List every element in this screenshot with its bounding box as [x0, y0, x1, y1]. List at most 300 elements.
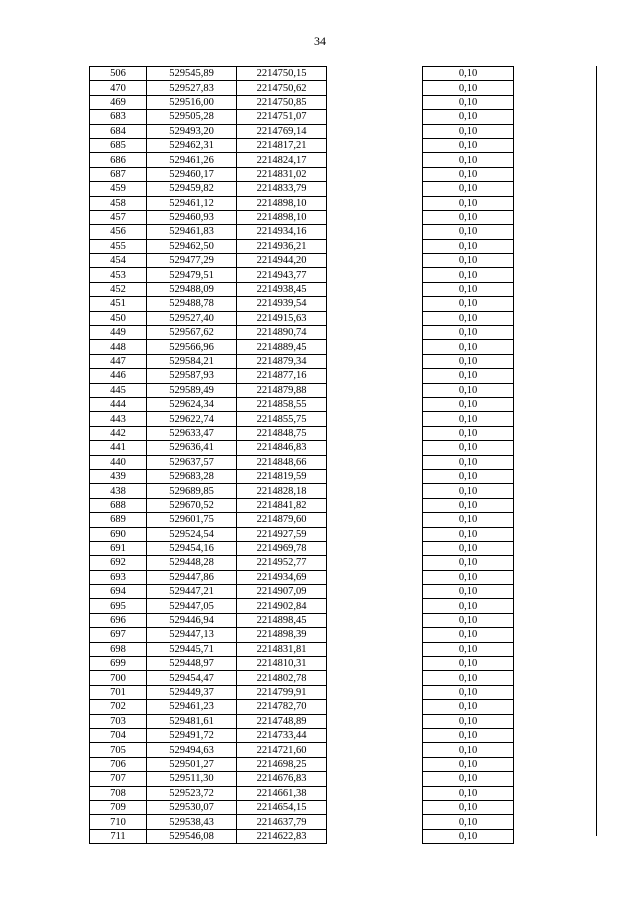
- y-coordinate-cell: 2214934,69: [237, 570, 327, 584]
- point-number-cell: 690: [90, 527, 147, 541]
- empty-cell: [327, 196, 423, 210]
- point-number-cell: 458: [90, 196, 147, 210]
- blank-cell: [514, 268, 592, 282]
- table-row: [90, 326, 592, 340]
- y-coordinate-cell: 2214733,44: [237, 728, 327, 742]
- empty-cell: [327, 340, 423, 354]
- empty-cell: [327, 110, 423, 124]
- point-number-cell: 456: [90, 225, 147, 239]
- point-number-cell: 692: [90, 556, 147, 570]
- point-number-cell: 453: [90, 268, 147, 282]
- accuracy-cell: 0,10: [423, 254, 514, 268]
- table-row: [90, 484, 592, 498]
- blank-cell: [514, 585, 592, 599]
- accuracy-cell: 0,10: [423, 613, 514, 627]
- accuracy-cell: 0,10: [423, 210, 514, 224]
- y-coordinate-cell: 2214802,78: [237, 671, 327, 685]
- table-row: [90, 239, 592, 253]
- y-coordinate-cell: 2214661,38: [237, 786, 327, 800]
- accuracy-cell: 0,10: [423, 311, 514, 325]
- accuracy-cell: 0,10: [423, 340, 514, 354]
- x-coordinate-cell: 529447,13: [147, 628, 237, 642]
- table-row: [90, 441, 592, 455]
- table-row: [90, 225, 592, 239]
- table-row: [90, 354, 592, 368]
- table-row: [90, 210, 592, 224]
- y-coordinate-cell: 2214907,09: [237, 585, 327, 599]
- accuracy-cell: 0,10: [423, 714, 514, 728]
- point-number-cell: 693: [90, 570, 147, 584]
- x-coordinate-cell: 529683,28: [147, 469, 237, 483]
- blank-cell: [514, 282, 592, 296]
- accuracy-cell: 0,10: [423, 757, 514, 771]
- accuracy-cell: 0,10: [423, 282, 514, 296]
- y-coordinate-cell: 2214841,82: [237, 498, 327, 512]
- point-number-cell: 443: [90, 412, 147, 426]
- table-row: [90, 426, 592, 440]
- table-row: [90, 757, 592, 771]
- x-coordinate-cell: 529538,43: [147, 815, 237, 829]
- table-row: [90, 254, 592, 268]
- x-coordinate-cell: 529601,75: [147, 513, 237, 527]
- table-row: [90, 412, 592, 426]
- blank-cell: [514, 297, 592, 311]
- y-coordinate-cell: 2214943,77: [237, 268, 327, 282]
- blank-cell: [514, 354, 592, 368]
- accuracy-cell: 0,10: [423, 455, 514, 469]
- empty-cell: [327, 671, 423, 685]
- empty-cell: [327, 757, 423, 771]
- point-number-cell: 688: [90, 498, 147, 512]
- point-number-cell: 438: [90, 484, 147, 498]
- y-coordinate-cell: 2214969,78: [237, 541, 327, 555]
- x-coordinate-cell: 529546,08: [147, 829, 237, 843]
- y-coordinate-cell: 2214721,60: [237, 743, 327, 757]
- point-number-cell: 702: [90, 700, 147, 714]
- x-coordinate-cell: 529566,96: [147, 340, 237, 354]
- point-number-cell: 686: [90, 153, 147, 167]
- x-coordinate-cell: 529461,23: [147, 700, 237, 714]
- table-row: [90, 728, 592, 742]
- accuracy-cell: 0,10: [423, 441, 514, 455]
- point-number-cell: 685: [90, 138, 147, 152]
- point-number-cell: 445: [90, 383, 147, 397]
- accuracy-cell: 0,10: [423, 743, 514, 757]
- blank-cell: [514, 369, 592, 383]
- blank-cell: [514, 239, 592, 253]
- accuracy-cell: 0,10: [423, 182, 514, 196]
- empty-cell: [327, 743, 423, 757]
- y-coordinate-cell: 2214927,59: [237, 527, 327, 541]
- empty-cell: [327, 513, 423, 527]
- x-coordinate-cell: 529670,52: [147, 498, 237, 512]
- blank-cell: [514, 513, 592, 527]
- x-coordinate-cell: 529491,72: [147, 728, 237, 742]
- y-coordinate-cell: 2214750,85: [237, 95, 327, 109]
- y-coordinate-cell: 2214877,16: [237, 369, 327, 383]
- accuracy-cell: 0,10: [423, 800, 514, 814]
- empty-cell: [327, 225, 423, 239]
- point-number-cell: 699: [90, 657, 147, 671]
- table-row: [90, 585, 592, 599]
- table-row: [90, 599, 592, 613]
- empty-cell: [327, 67, 423, 81]
- y-coordinate-cell: 2214698,25: [237, 757, 327, 771]
- y-coordinate-cell: 2214654,15: [237, 800, 327, 814]
- table-row: [90, 455, 592, 469]
- x-coordinate-cell: 529454,47: [147, 671, 237, 685]
- blank-cell: [514, 685, 592, 699]
- table-row: [90, 383, 592, 397]
- point-number-cell: 444: [90, 397, 147, 411]
- blank-cell: [514, 426, 592, 440]
- blank-cell: [514, 541, 592, 555]
- y-coordinate-cell: 2214751,07: [237, 110, 327, 124]
- blank-cell: [514, 657, 592, 671]
- blank-cell: [514, 628, 592, 642]
- x-coordinate-cell: 529462,31: [147, 138, 237, 152]
- point-number-cell: 706: [90, 757, 147, 771]
- empty-cell: [327, 124, 423, 138]
- x-coordinate-cell: 529501,27: [147, 757, 237, 771]
- accuracy-cell: 0,10: [423, 196, 514, 210]
- point-number-cell: 687: [90, 167, 147, 181]
- y-coordinate-cell: 2214817,21: [237, 138, 327, 152]
- accuracy-cell: 0,10: [423, 81, 514, 95]
- accuracy-cell: 0,10: [423, 67, 514, 81]
- blank-cell: [514, 167, 592, 181]
- blank-cell: [514, 743, 592, 757]
- accuracy-cell: 0,10: [423, 412, 514, 426]
- x-coordinate-cell: 529622,74: [147, 412, 237, 426]
- blank-cell: [514, 772, 592, 786]
- point-number-cell: 703: [90, 714, 147, 728]
- blank-cell: [514, 311, 592, 325]
- blank-cell: [514, 455, 592, 469]
- empty-cell: [327, 354, 423, 368]
- accuracy-cell: 0,10: [423, 599, 514, 613]
- blank-cell: [514, 340, 592, 354]
- y-coordinate-cell: 2214676,83: [237, 772, 327, 786]
- empty-cell: [327, 484, 423, 498]
- blank-cell: [514, 182, 592, 196]
- empty-cell: [327, 153, 423, 167]
- table-row: [90, 685, 592, 699]
- empty-cell: [327, 426, 423, 440]
- accuracy-cell: 0,10: [423, 95, 514, 109]
- point-number-cell: 694: [90, 585, 147, 599]
- empty-cell: [327, 81, 423, 95]
- x-coordinate-cell: 529527,83: [147, 81, 237, 95]
- table-row: [90, 800, 592, 814]
- accuracy-cell: 0,10: [423, 685, 514, 699]
- blank-cell: [514, 556, 592, 570]
- y-coordinate-cell: 2214622,83: [237, 829, 327, 843]
- table-row: [90, 498, 592, 512]
- table-row: [90, 268, 592, 282]
- table-row: [90, 397, 592, 411]
- accuracy-cell: 0,10: [423, 153, 514, 167]
- empty-cell: [327, 685, 423, 699]
- table-row: [90, 541, 592, 555]
- x-coordinate-cell: 529454,16: [147, 541, 237, 555]
- point-number-cell: 470: [90, 81, 147, 95]
- empty-cell: [327, 95, 423, 109]
- x-coordinate-cell: 529447,21: [147, 585, 237, 599]
- empty-cell: [327, 815, 423, 829]
- table-row: [90, 556, 592, 570]
- empty-cell: [327, 441, 423, 455]
- point-number-cell: 698: [90, 642, 147, 656]
- x-coordinate-cell: 529584,21: [147, 354, 237, 368]
- empty-cell: [327, 772, 423, 786]
- blank-cell: [514, 210, 592, 224]
- y-coordinate-cell: 2214828,18: [237, 484, 327, 498]
- blank-cell: [514, 67, 592, 81]
- empty-cell: [327, 556, 423, 570]
- blank-cell: [514, 599, 592, 613]
- y-coordinate-cell: 2214890,74: [237, 326, 327, 340]
- accuracy-cell: 0,10: [423, 700, 514, 714]
- table-row: [90, 138, 592, 152]
- empty-cell: [327, 800, 423, 814]
- accuracy-cell: 0,10: [423, 484, 514, 498]
- y-coordinate-cell: 2214944,20: [237, 254, 327, 268]
- blank-cell: [514, 527, 592, 541]
- y-coordinate-cell: 2214833,79: [237, 182, 327, 196]
- point-number-cell: 454: [90, 254, 147, 268]
- x-coordinate-cell: 529545,89: [147, 67, 237, 81]
- accuracy-cell: 0,10: [423, 829, 514, 843]
- accuracy-cell: 0,10: [423, 642, 514, 656]
- empty-cell: [327, 326, 423, 340]
- y-coordinate-cell: 2214879,60: [237, 513, 327, 527]
- blank-cell: [514, 829, 592, 843]
- x-coordinate-cell: 529494,63: [147, 743, 237, 757]
- point-number-cell: 695: [90, 599, 147, 613]
- blank-cell: [514, 700, 592, 714]
- x-coordinate-cell: 529636,41: [147, 441, 237, 455]
- blank-cell: [514, 728, 592, 742]
- empty-cell: [327, 397, 423, 411]
- table-row: [90, 182, 592, 196]
- accuracy-cell: 0,10: [423, 397, 514, 411]
- table-row: [90, 167, 592, 181]
- y-coordinate-cell: 2214936,21: [237, 239, 327, 253]
- empty-cell: [327, 498, 423, 512]
- accuracy-cell: 0,10: [423, 110, 514, 124]
- x-coordinate-cell: 529448,97: [147, 657, 237, 671]
- accuracy-cell: 0,10: [423, 671, 514, 685]
- y-coordinate-cell: 2214824,17: [237, 153, 327, 167]
- empty-cell: [327, 254, 423, 268]
- accuracy-cell: 0,10: [423, 469, 514, 483]
- x-coordinate-cell: 529523,72: [147, 786, 237, 800]
- empty-cell: [327, 728, 423, 742]
- empty-cell: [327, 239, 423, 253]
- y-coordinate-cell: 2214879,34: [237, 354, 327, 368]
- table-row: [90, 714, 592, 728]
- table-row: [90, 340, 592, 354]
- blank-cell: [514, 441, 592, 455]
- accuracy-cell: 0,10: [423, 225, 514, 239]
- blank-cell: [514, 469, 592, 483]
- blank-cell: [514, 642, 592, 656]
- y-coordinate-cell: 2214898,39: [237, 628, 327, 642]
- x-coordinate-cell: 529461,26: [147, 153, 237, 167]
- x-coordinate-cell: 529460,17: [147, 167, 237, 181]
- y-coordinate-cell: 2214782,70: [237, 700, 327, 714]
- table-row: [90, 815, 592, 829]
- page-number: 34: [314, 34, 326, 48]
- y-coordinate-cell: 2214848,66: [237, 455, 327, 469]
- y-coordinate-cell: 2214915,63: [237, 311, 327, 325]
- x-coordinate-cell: 529505,28: [147, 110, 237, 124]
- point-number-cell: 710: [90, 815, 147, 829]
- x-coordinate-cell: 529689,85: [147, 484, 237, 498]
- x-coordinate-cell: 529524,54: [147, 527, 237, 541]
- accuracy-cell: 0,10: [423, 772, 514, 786]
- accuracy-cell: 0,10: [423, 570, 514, 584]
- x-coordinate-cell: 529479,51: [147, 268, 237, 282]
- empty-cell: [327, 182, 423, 196]
- table-row: [90, 570, 592, 584]
- point-number-cell: 707: [90, 772, 147, 786]
- point-number-cell: 449: [90, 326, 147, 340]
- y-coordinate-cell: 2214858,55: [237, 397, 327, 411]
- y-coordinate-cell: 2214848,75: [237, 426, 327, 440]
- x-coordinate-cell: 529462,50: [147, 239, 237, 253]
- accuracy-cell: 0,10: [423, 167, 514, 181]
- x-coordinate-cell: 529493,20: [147, 124, 237, 138]
- point-number-cell: 451: [90, 297, 147, 311]
- accuracy-cell: 0,10: [423, 786, 514, 800]
- y-coordinate-cell: 2214637,79: [237, 815, 327, 829]
- x-coordinate-cell: 529447,05: [147, 599, 237, 613]
- empty-cell: [327, 282, 423, 296]
- blank-cell: [514, 800, 592, 814]
- x-coordinate-cell: 529587,93: [147, 369, 237, 383]
- accuracy-cell: 0,10: [423, 527, 514, 541]
- y-coordinate-cell: 2214898,45: [237, 613, 327, 627]
- accuracy-cell: 0,10: [423, 383, 514, 397]
- table-row: [90, 196, 592, 210]
- blank-cell: [514, 498, 592, 512]
- blank-cell: [514, 570, 592, 584]
- right-margin-rule: [596, 66, 597, 836]
- x-coordinate-cell: 529530,07: [147, 800, 237, 814]
- y-coordinate-cell: 2214748,89: [237, 714, 327, 728]
- y-coordinate-cell: 2214855,75: [237, 412, 327, 426]
- blank-cell: [514, 196, 592, 210]
- point-number-cell: 697: [90, 628, 147, 642]
- blank-cell: [514, 326, 592, 340]
- x-coordinate-cell: 529459,82: [147, 182, 237, 196]
- point-number-cell: 457: [90, 210, 147, 224]
- x-coordinate-cell: 529488,09: [147, 282, 237, 296]
- blank-cell: [514, 124, 592, 138]
- table-row: [90, 700, 592, 714]
- point-number-cell: 506: [90, 67, 147, 81]
- point-number-cell: 705: [90, 743, 147, 757]
- accuracy-cell: 0,10: [423, 354, 514, 368]
- x-coordinate-cell: 529589,49: [147, 383, 237, 397]
- blank-cell: [514, 95, 592, 109]
- blank-cell: [514, 254, 592, 268]
- accuracy-cell: 0,10: [423, 369, 514, 383]
- point-number-cell: 439: [90, 469, 147, 483]
- y-coordinate-cell: 2214952,77: [237, 556, 327, 570]
- table-row: [90, 772, 592, 786]
- table-row: [90, 613, 592, 627]
- y-coordinate-cell: 2214750,15: [237, 67, 327, 81]
- blank-cell: [514, 786, 592, 800]
- x-coordinate-cell: 529511,30: [147, 772, 237, 786]
- empty-cell: [327, 383, 423, 397]
- table-row: [90, 282, 592, 296]
- y-coordinate-cell: 2214939,54: [237, 297, 327, 311]
- empty-cell: [327, 138, 423, 152]
- accuracy-cell: 0,10: [423, 268, 514, 282]
- x-coordinate-cell: 529461,83: [147, 225, 237, 239]
- table-row: [90, 513, 592, 527]
- table-row: [90, 124, 592, 138]
- blank-cell: [514, 383, 592, 397]
- accuracy-cell: 0,10: [423, 513, 514, 527]
- point-number-cell: 452: [90, 282, 147, 296]
- y-coordinate-cell: 2214799,91: [237, 685, 327, 699]
- y-coordinate-cell: 2214846,83: [237, 441, 327, 455]
- blank-cell: [514, 671, 592, 685]
- y-coordinate-cell: 2214898,10: [237, 210, 327, 224]
- x-coordinate-cell: 529461,12: [147, 196, 237, 210]
- table-row: [90, 642, 592, 656]
- empty-cell: [327, 599, 423, 613]
- x-coordinate-cell: 529477,29: [147, 254, 237, 268]
- empty-cell: [327, 570, 423, 584]
- accuracy-cell: 0,10: [423, 426, 514, 440]
- x-coordinate-cell: 529624,34: [147, 397, 237, 411]
- table-row: [90, 95, 592, 109]
- empty-cell: [327, 369, 423, 383]
- x-coordinate-cell: 529516,00: [147, 95, 237, 109]
- accuracy-cell: 0,10: [423, 585, 514, 599]
- table-row: [90, 743, 592, 757]
- table-row: [90, 297, 592, 311]
- table-row: [90, 527, 592, 541]
- point-number-cell: 469: [90, 95, 147, 109]
- table-row: [90, 671, 592, 685]
- x-coordinate-cell: 529527,40: [147, 311, 237, 325]
- blank-cell: [514, 757, 592, 771]
- empty-cell: [327, 657, 423, 671]
- point-number-cell: 709: [90, 800, 147, 814]
- empty-cell: [327, 829, 423, 843]
- point-number-cell: 440: [90, 455, 147, 469]
- accuracy-cell: 0,10: [423, 728, 514, 742]
- accuracy-cell: 0,10: [423, 657, 514, 671]
- empty-cell: [327, 455, 423, 469]
- blank-cell: [514, 110, 592, 124]
- table-row: [90, 153, 592, 167]
- point-number-cell: 696: [90, 613, 147, 627]
- empty-cell: [327, 786, 423, 800]
- accuracy-cell: 0,10: [423, 498, 514, 512]
- point-number-cell: 711: [90, 829, 147, 843]
- point-number-cell: 447: [90, 354, 147, 368]
- empty-cell: [327, 527, 423, 541]
- table-row: [90, 628, 592, 642]
